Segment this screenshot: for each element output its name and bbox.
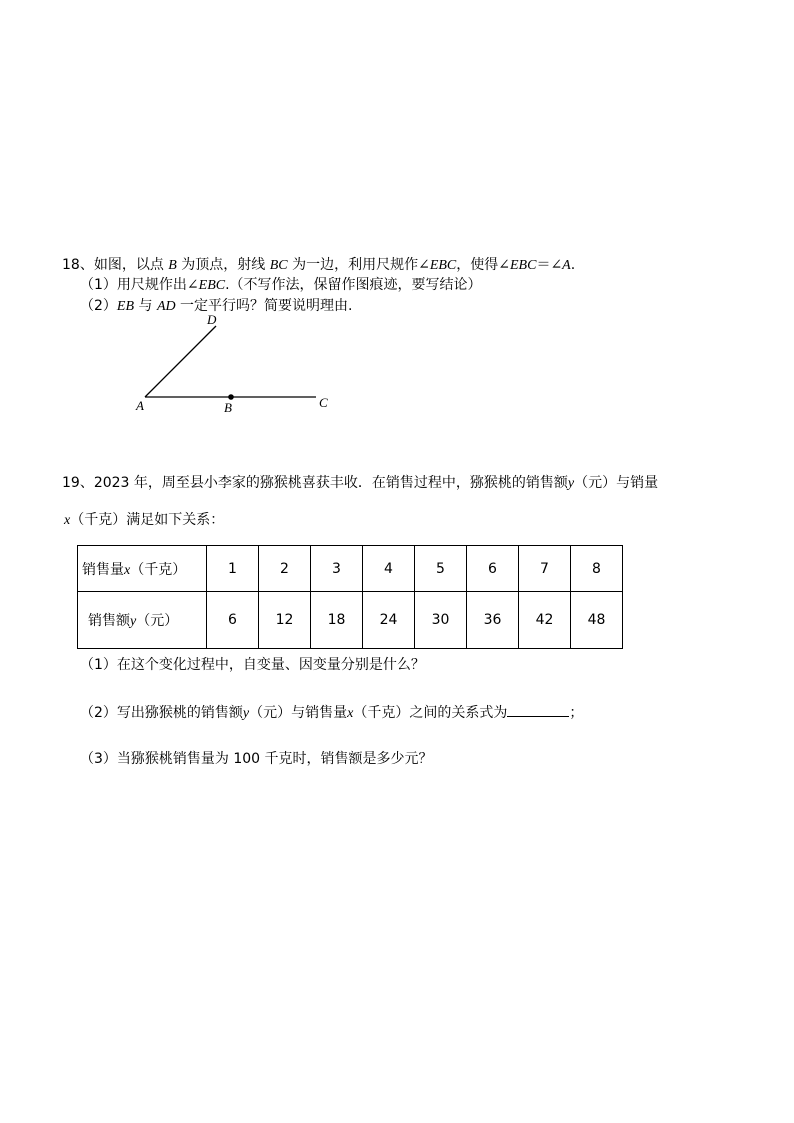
q19-sub1: （1）在这个变化过程中，自变量、因变量分别是什么？ <box>80 657 425 673</box>
geometry-figure <box>130 310 350 420</box>
table-cell: 8 <box>571 546 623 592</box>
table-cell: 18 <box>311 592 363 649</box>
table-row-header: 销售额y（元） <box>78 592 207 649</box>
label-B: B <box>224 400 232 415</box>
table-cell: 30 <box>415 592 467 649</box>
table-cell: 4 <box>363 546 415 592</box>
q19-sub2: （2）写出猕猴桃的销售额y（元）与销售量x（千克）之间的关系式为 ； <box>80 702 583 724</box>
table-cell: 2 <box>259 546 311 592</box>
table-row <box>78 546 623 592</box>
q18-stem: 18、如图，以点 B 为顶点，射线 BC 为一边，利用尺规作∠EBC，使得∠EBC＝∠A. <box>62 257 576 273</box>
point-B <box>228 394 234 400</box>
table-cell: 6 <box>207 592 259 649</box>
table-cell: 1 <box>207 546 259 592</box>
answer-blank[interactable] <box>507 702 569 717</box>
q19-stem-line2: x（千克）满足如下关系： <box>64 512 225 528</box>
table-cell: 48 <box>571 592 623 649</box>
table-cell: 24 <box>363 592 415 649</box>
q19-sub3: （3）当猕猴桃销售量为 100 千克时，销售额是多少元？ <box>80 751 433 767</box>
table-cell: 7 <box>519 546 571 592</box>
label-C: C <box>319 395 328 410</box>
table-row-header: 销售量x（千克） <box>78 546 207 592</box>
table-cell: 5 <box>415 546 467 592</box>
table-cell: 6 <box>467 546 519 592</box>
q18-sub2: （2）EB 与 AD 一定平行吗？简要说明理由. <box>80 298 353 314</box>
table-cell: 36 <box>467 592 519 649</box>
label-D: D <box>207 312 217 327</box>
table-cell: 42 <box>519 592 571 649</box>
sales-table <box>77 545 623 649</box>
table-cell: 3 <box>311 546 363 592</box>
ray-AD <box>145 326 216 397</box>
q18-sub1: （1）用尺规作出∠EBC.（不写作法，保留作图痕迹，要写结论） <box>80 277 482 293</box>
table-cell: 12 <box>259 592 311 649</box>
label-A: A <box>136 398 144 413</box>
q19-stem-line1: 19、2023 年，周至县小李家的猕猴桃喜获丰收．在销售过程中，猕猴桃的销售额y（元）与销量 <box>62 475 659 491</box>
q18-number: 18、 <box>62 257 94 273</box>
table-row <box>78 592 623 649</box>
